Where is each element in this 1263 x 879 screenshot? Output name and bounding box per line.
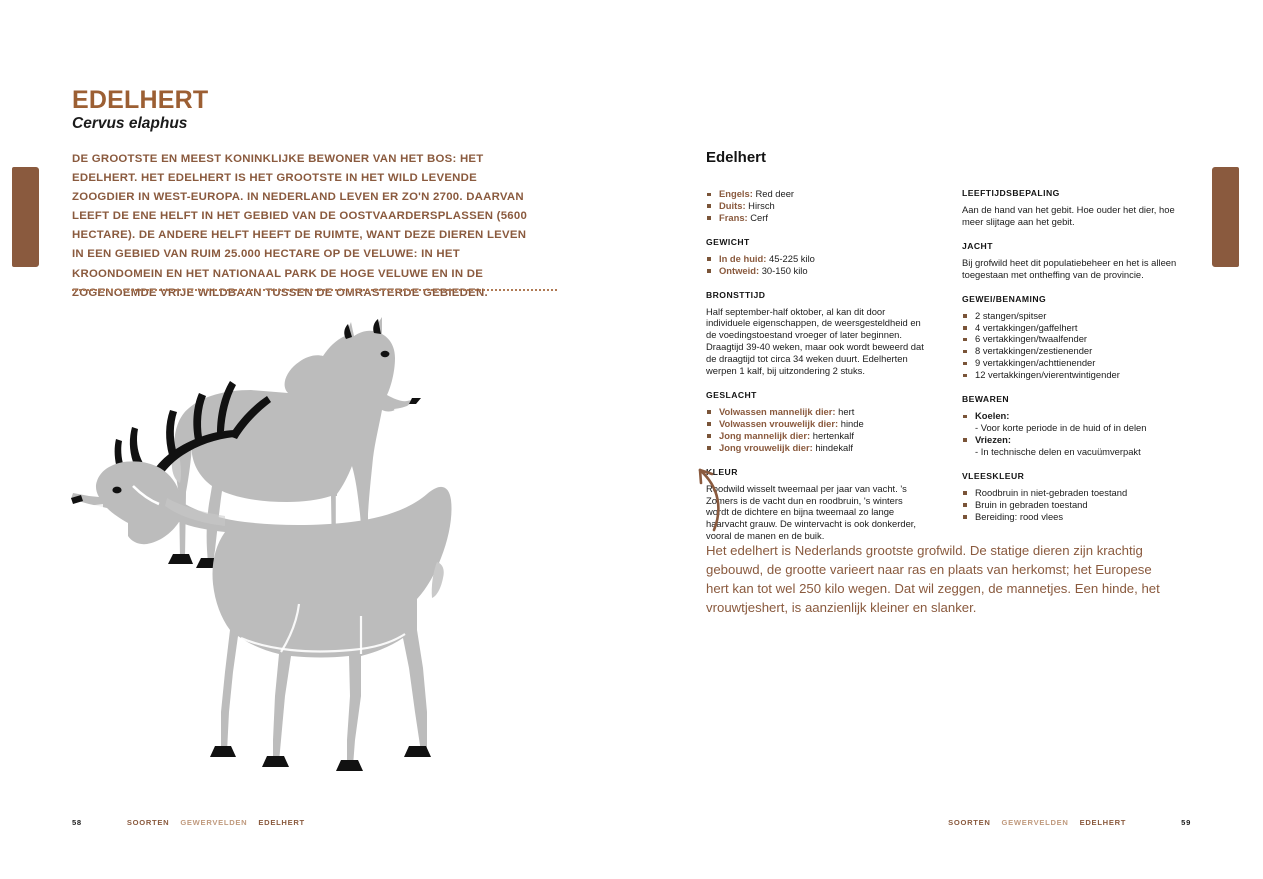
bewaren-heading: BEWAREN [962,394,1010,405]
leeftijdsbepaling-block [962,188,1186,228]
deer-illustration [55,300,595,790]
list-item: Roodbruin in niet-gebraden toestand [962,487,1186,499]
list-item-engels [706,188,924,200]
list-item [706,406,924,418]
geslacht-heading: GESLACHT [706,389,757,400]
breadcrumb-soorten: SOORTEN [126,818,170,827]
in-de-huid-value: 45-225 kilo [769,252,815,264]
leeftijdsbepaling-text: Aan de hand van het gebit. Hoe ouder het dier, hoe meer slijtage aan het gebit. [962,204,1175,227]
koelen-label: Koelen: [962,410,1186,422]
jacht-block [962,241,1186,281]
right-page-title: Edelhert [706,149,767,166]
vleeskleur-heading: VLEESKLEUR [962,470,1025,481]
illustration-caption: Het edelhert is Nederlands grootste grofwild. De statige dieren zijn krachtig gebouwd, de grootte varieert naar ras en plaats van herkomst; het Europese hert kan tot wel 250 kilo wegen. Dat wil zeggen, de mannetjes. Een hinde, het vrouwtjeshert, is aanzienlijk kleiner en slanker. [706,543,1160,615]
frans-label: Frans: [719,211,748,223]
page-number-right: 59 [1181,818,1191,827]
engels-label: Engels: [719,188,753,199]
dotted-divider [72,289,557,291]
vriezen-label: Vriezen: [962,434,1186,446]
list-item: Bruin in gebraden toestand [962,499,1186,511]
list-item: 12 vertakkingen/vierentwintigender [962,369,1186,381]
jacht-text: Bij grofwild heet dit populatiebeheer en het is alleen toegestaan met ontheffing van de provincie. [962,256,1177,280]
intro-paragraph: DE GROOTSTE EN MEEST KONINKLIJKE BEWONER VAN HET BOS: HET EDELHERT. HET EDELHERT IS HET GROOTSTE IN HET WILD LEVENDE ZOOGDIER IN WEST-EUROPA. IN NEDERLAND LEVEN ER ZO'N 2700. DAARVAN LEEFT DE ENE HELFT IN HET GEBIED VAN DE OOSTVAARDERSPLASSEN (5600 HECTARE). DE ANDERE HELFT HEEFT DE RUIMTE, WANT DEZE DIEREN LEVEN IN EEN GEBIED VAN RUIM 25.000 HECTARE OP DE VELUWE: IN HET KROONDOMEIN EN HET NATIONAAL PARK DE HOGE VELUWE EN IN DE ZOGENOEMDE VRIJE WILDBAAN TUSSEN DE OMRASTERDE GEBIEDEN. [72,153,528,299]
breadcrumb-edelhert: EDELHERT [258,818,305,827]
breadcrumb-gewervelden: GEWERVELDEN [180,818,248,827]
list-item-duits [706,200,924,212]
page-number-left: 58 [72,818,82,827]
footer-right [948,818,1191,827]
footer-left [72,818,305,827]
duits-value: Hirsch [748,199,775,211]
list-item: 8 vertakkingen/zestienender [962,345,1186,357]
geslacht-label: Jong vrouwelijk dier: [719,441,813,453]
list-item: Bereiding: rood vlees [962,511,1186,523]
gewicht-heading: GEWICHT [706,236,750,247]
gewei-benaming-block [962,294,1186,381]
gewicht-block [706,237,924,277]
geslacht-value: hindekalf [815,441,853,453]
list-item-frans [706,212,924,224]
vleeskleur-block [962,471,1186,523]
kleur-heading: KLEUR [706,466,738,477]
curved-arrow-icon [664,452,744,537]
ontweid-value: 30-150 kilo [761,264,808,276]
geslacht-label: Volwassen mannelijk dier: [719,405,836,417]
kleur-text: Roodwild wisselt tweemaal per jaar van vacht. 's Zomers is de vacht dun en roodbruin, 's winters wordt de dichtere en bijna tweemaal zo lange haarvacht grauw. De wintervacht is ook donkerder, vooral de manen en de buik. [706,482,917,542]
geslacht-label: Jong mannelijk dier: [719,429,811,441]
right-page [640,0,1263,879]
duits-label: Duits: [719,199,746,211]
geslacht-label: Volwassen vrouwelijk dier: [719,417,839,429]
page-title: EDELHERT [72,86,209,114]
geslacht-value: hertenkalf [812,429,854,441]
scientific-name: Cervus elaphus [72,115,188,132]
engels-value: Red deer [755,188,795,199]
bronsttijd-text: Half september-half oktober, al kan dit door individuele eigenschappen, de weersgesteldheid en de voedingstoestand vroeger of later beginnen. Draagtijd 39-40 weken, maar ook wordt beweerd dat de draagtijd tot circa 34 weken duurt. Edelherten werpen 1 kalf, bij uitzondering 2 stuks. [706,305,924,377]
geslacht-block [706,390,924,454]
ontweid-label: Ontweid: [719,264,760,276]
vriezen-detail: - In technische delen en vacuümverpakt [975,445,1141,457]
list-item [706,430,924,442]
list-item: 6 vertakkingen/twaalfender [962,333,1186,345]
geslacht-value: hert [838,405,855,417]
in-de-huid-label: In de huid: [719,252,767,264]
geslacht-value: hinde [840,417,864,429]
koelen-detail: - Voor korte periode in de huid of in delen [975,421,1147,433]
breadcrumb-gewervelden: GEWERVELDEN [1001,818,1069,827]
breadcrumb-soorten: SOORTEN [948,818,991,827]
jacht-heading: JACHT [962,240,993,251]
list-item-ontweid [706,265,924,277]
gewei-benaming-heading: GEWEI/BENAMING [962,293,1047,304]
list-item: 9 vertakkingen/achttienender [962,357,1186,369]
bronsttijd-block [706,290,924,377]
list-item [706,418,924,430]
info-column-right [962,188,1186,522]
leeftijdsbepaling-heading: LEEFTIJDSBEPALING [962,188,1060,198]
list-item: 4 vertakkingen/gaffelhert [962,322,1186,334]
breadcrumb-edelhert: EDELHERT [1079,818,1127,827]
languages-block [706,188,924,224]
frans-value: Cerf [750,211,768,223]
bronsttijd-heading: BRONSTTIJD [706,289,766,300]
bewaren-block [962,394,1186,458]
list-item: 2 stangen/spitser [962,310,1186,322]
list-item-in-de-huid [706,253,924,265]
